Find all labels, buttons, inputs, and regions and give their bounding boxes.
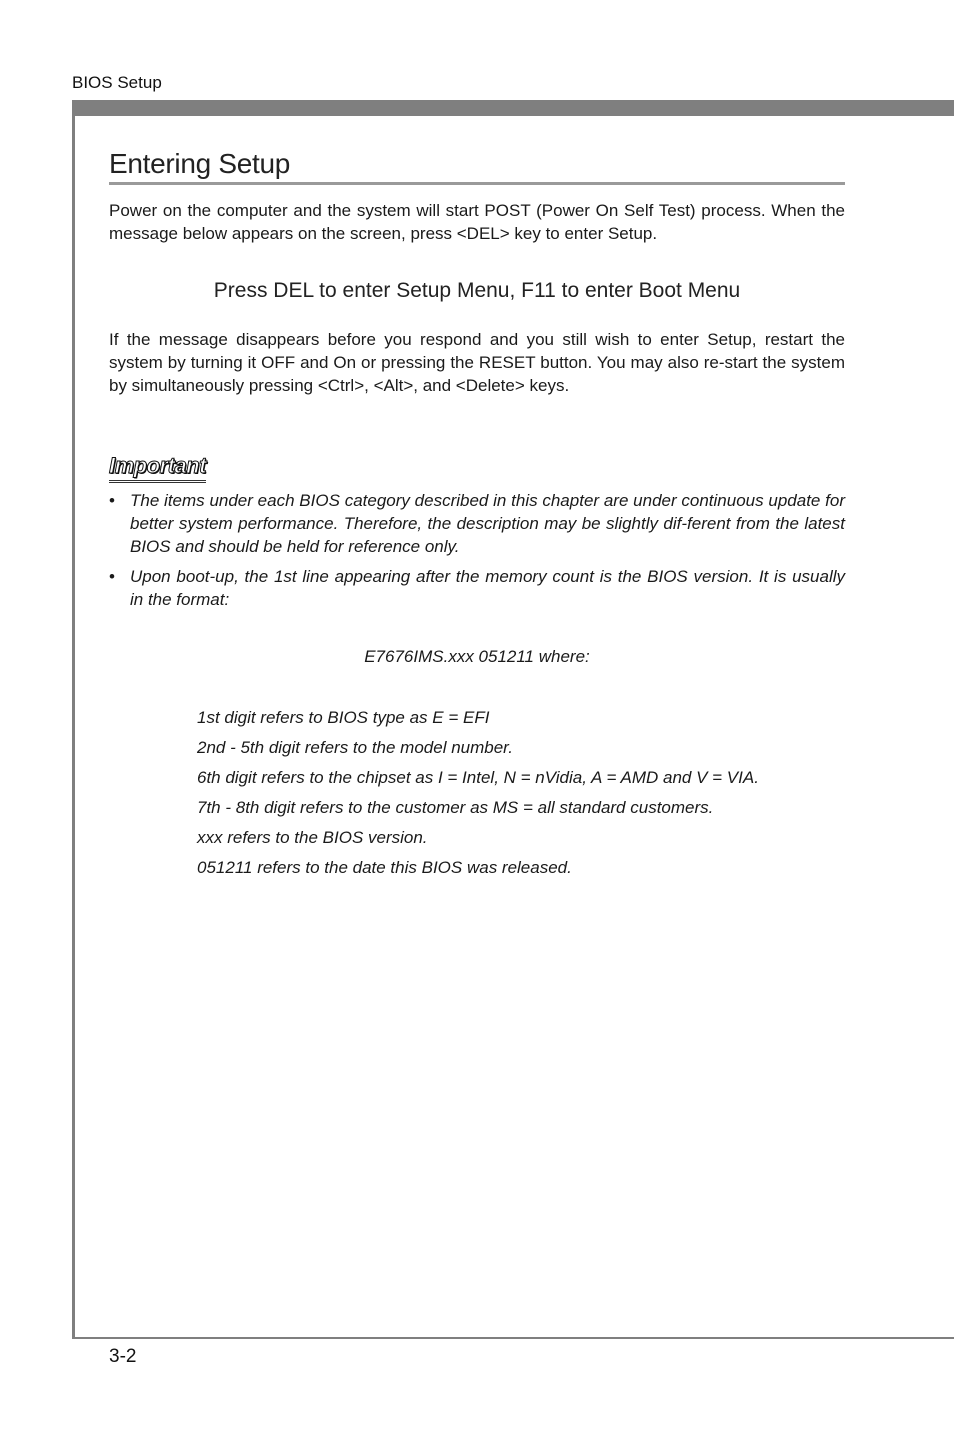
important-notes-list — [109, 489, 845, 611]
digit-legend-item: 051211 refers to the date this BIOS was released. — [197, 858, 572, 877]
important-heading-wrap — [109, 453, 845, 489]
bullet-icon: • — [109, 567, 115, 586]
note-text: Upon boot-up, the 1st line appearing after the memory count is the BIOS version. It is usually in the format: — [130, 567, 845, 609]
page-frame-bottom-rule — [72, 1337, 954, 1339]
digit-legend-item: 6th digit refers to the chipset as I = Intel, N = nVidia, A = AMD and V = VIA. — [197, 768, 759, 787]
section-title: Entering Setup — [109, 148, 845, 185]
digit-legend-item: 7th - 8th digit refers to the customer as MS = all standard customers. — [197, 798, 714, 817]
important-note — [109, 565, 845, 611]
important-note — [109, 489, 845, 558]
bullet-icon: • — [109, 491, 115, 510]
page-frame-left-rule — [72, 100, 75, 1339]
setup-prompt-message: Press DEL to enter Setup Menu, F11 to enter Boot Menu — [213, 279, 741, 302]
bios-version-format: E7676IMS.xxx 051211 where: — [364, 647, 590, 666]
digit-legend-item: 2nd - 5th digit refers to the model number. — [197, 738, 513, 757]
page-content — [109, 148, 845, 883]
bios-digit-legend — [109, 703, 845, 883]
intro-paragraph: Power on the computer and the system will start POST (Power On Self Test) process. When the message below appears on the screen, press <DEL> key to enter Setup. — [109, 201, 845, 243]
important-heading: Important — [109, 453, 206, 483]
digit-legend-item: 1st digit refers to BIOS type as E = EFI — [197, 708, 490, 727]
restart-paragraph: If the message disappears before you respond and you still wish to enter Setup, restart the system by turning it OFF and On or pressing the RESET button. You may also re-start the system by simultaneously pressing <Ctrl>, <Alt>, and <Delete> keys. — [109, 330, 845, 395]
note-text: The items under each BIOS category described in this chapter are under continuous update for better system performance. Therefore, the description may be slightly dif-ferent from the latest BIOS and should be held for reference only. — [130, 491, 845, 556]
digit-legend-item: xxx refers to the BIOS version. — [197, 828, 428, 847]
running-header: BIOS Setup — [72, 73, 162, 92]
page-frame-top-bar — [72, 100, 954, 116]
page-number: 3-2 — [109, 1346, 137, 1367]
